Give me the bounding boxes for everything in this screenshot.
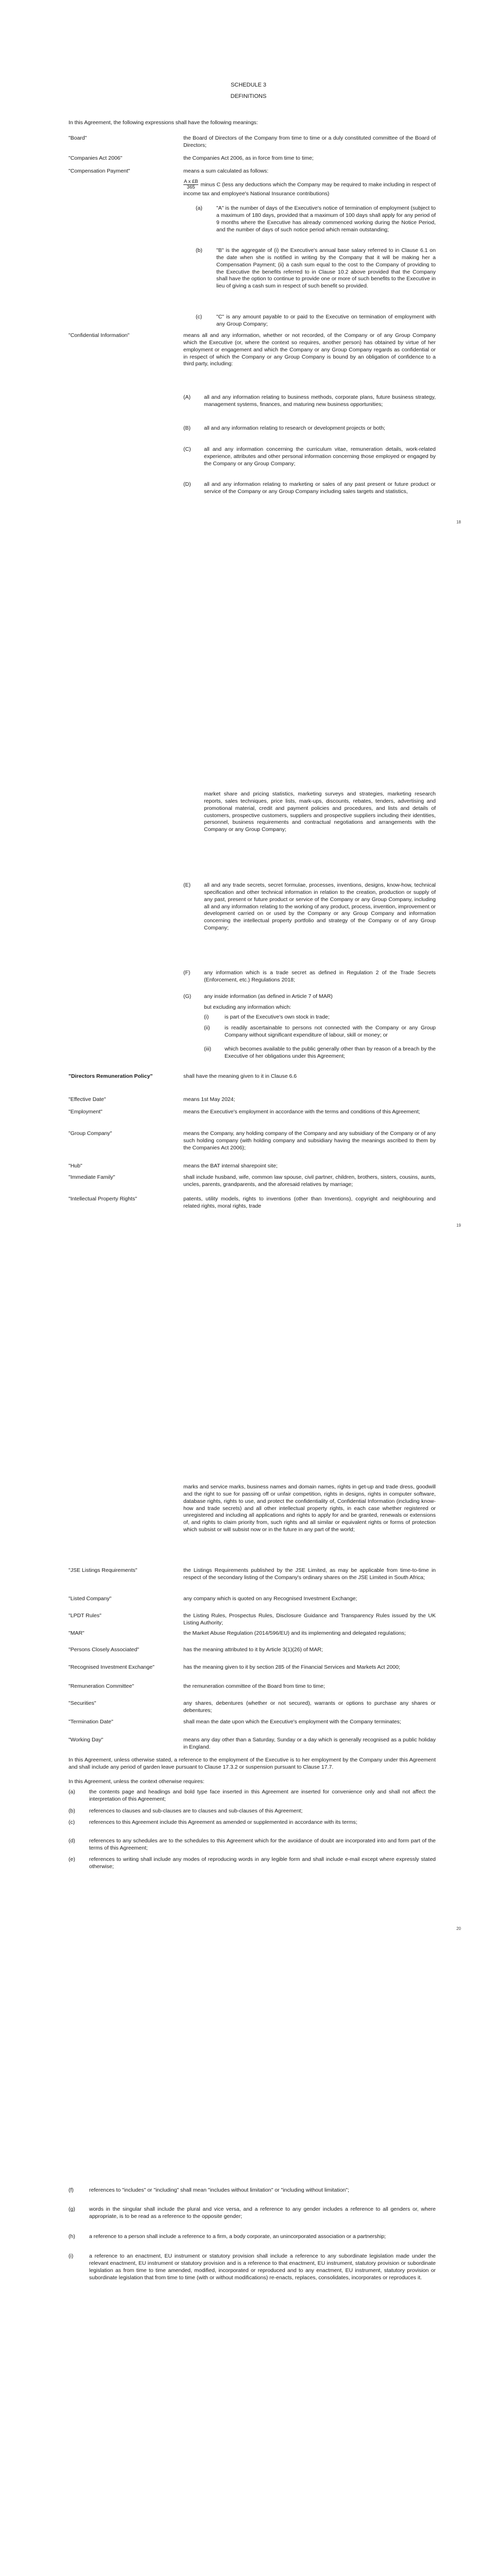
item-text: references to clauses and sub-clauses are to clauses and sub-clauses of this Agreement; [89, 1808, 303, 1814]
item-label: (b) [68, 1808, 75, 1814]
item-text: references to any schedules are to the schedules to this Agreement which for the avoidance of doubt are incorporated into and form part of the terms of this Agreement; [89, 1838, 436, 1851]
item-label: (A) [183, 394, 191, 400]
item-label: (b) [196, 247, 202, 253]
definition-row [68, 168, 450, 175]
list-item [196, 205, 436, 233]
item-label: (c) [196, 314, 202, 320]
roman-item [204, 1014, 436, 1021]
item-text: references to this Agreement include this Agreement as amended or supplemented in accordance with its terms; [89, 1819, 357, 1825]
item-text: references to writing shall include any modes of reproducing words in any legible form and shall include e-mail except where expressly stated otherwise; [89, 1856, 436, 1870]
page-number: 18 [456, 520, 461, 524]
definition-row [68, 1109, 450, 1116]
item-text: all and any information relating to marketing or sales of any past present or future product or service of the Company or any Group Company including sales targets and statistics, [204, 481, 436, 495]
continued-text: market share and pricing statistics, marketing surveys and strategies, marketing research reports, sales techniques, price lists, mark-ups, discounts, rebates, tenders, advertising and promotional material, credit and payment policies and procedures, and lists and details of customers, prospective customers, suppliers and prospective suppliers including their identities, personnel, business requirements and contractual negotiations and arrangements with the Company or any Group Company; [204, 791, 436, 833]
definition-term: "Confidential Information" [68, 332, 130, 338]
definition-term: "Persons Closely Associated" [68, 1647, 140, 1653]
item-text: all and any trade secrets, secret formulae, processes, inventions, designs, know-how, technical specification and other technical information in relation to the creation, production or supply of any past, present or future product or service of the Company or any Group Company, including all and any information relating to the working of any product, process, invention, improvement or development carried on or used by the Company or any Group Company and information concerning the intellectual property portfolio and strategy of the Company or of any Group Company; [204, 882, 436, 931]
page-number: 20 [456, 1926, 461, 1931]
definition-meaning: the Board of Directors of the Company from time to time or a duly constituted committee of the Board of Directors; [183, 135, 436, 148]
definition-meaning: means any day other than a Saturday, Sunday or a day which is generally recognised as a public holiday in England. [183, 1737, 436, 1750]
page-3 [0, 1406, 497, 2110]
item-text: the contents page and headings and bold type face inserted in this Agreement are inserted for convenience only and shall not affect the interpretation of this Agreement; [89, 1789, 436, 1802]
definition-row [68, 1647, 450, 1654]
list-item [183, 970, 436, 984]
definition-term: "Directors Remuneration Policy" [68, 1073, 153, 1079]
item-text: all and any information relating to business methods, corporate plans, future business strategy, management systems, finances, and maturing new business opportunities; [204, 394, 436, 408]
item-text: "C" is any amount payable to or paid to the Executive on termination of employment with any Group Company; [216, 314, 436, 327]
definition-term: "Effective Date" [68, 1096, 106, 1103]
item-label: (e) [68, 1856, 75, 1862]
definition-row [68, 1664, 450, 1671]
item-text: any information which is a trade secret as defined in Regulation 2 of the Trade Secrets (Enforcement, etc.) Regulations 2018; [204, 970, 436, 983]
list-item [68, 1808, 436, 1815]
definition-meaning: the Market Abuse Regulation (2014/596/EU) and its implementing and delegated regulations; [183, 1630, 406, 1636]
definition-meaning: the remuneration committee of the Board from time to time; [183, 1683, 325, 1689]
item-label: (i) [204, 1014, 209, 1020]
definition-term: "Board" [68, 135, 87, 141]
item-text: any inside information (as defined in Article 7 of MAR) [204, 993, 333, 999]
item-text: a reference to a person shall include a reference to a firm, a body corporate, an unincorporated association or a partnership; [89, 2233, 386, 2240]
item-label: (d) [68, 1838, 75, 1844]
definition-meaning: shall mean the date upon which the Executive's employment with the Company terminates; [183, 1719, 401, 1725]
list-item [183, 481, 436, 496]
list-item [183, 882, 436, 932]
schedule-title: SCHEDULE 3 [230, 82, 267, 88]
item-text: references to "includes" or "including" shall mean "includes without limitation" or "including without limitation"; [89, 2187, 349, 2193]
list-item [68, 1819, 436, 1826]
list-item [68, 2233, 436, 2241]
interpretation-intro: In this Agreement, unless the context otherwise requires: [68, 1778, 204, 1785]
item-label: (iii) [204, 1046, 211, 1052]
definition-meaning: any company which is quoted on any Recognised Investment Exchange; [183, 1596, 357, 1602]
definition-term: "Working Day" [68, 1737, 104, 1743]
definition-term: "Hub" [68, 1163, 82, 1169]
item-text: all and any information relating to research or development projects or both; [204, 425, 385, 431]
definition-row [68, 1196, 450, 1210]
list-item [183, 425, 436, 432]
definition-row [68, 1613, 450, 1627]
definition-meaning: means all and any information, whether or not recorded, of the Company or of any Group Company which the Executive (or, where the context so requires, another person) has obtained by virtue of her employment or engagement and which the Company or any Group Company regards as confidential or in respect of which the Company or any Group Company is bound by an obligation of confidence to a third party, including: [183, 332, 436, 367]
item-text: words in the singular shall include the plural and vice versa, and a reference to any gender includes a reference to all genders or, where appropriate, is to be read as a reference to the opposite gender; [89, 2206, 436, 2219]
item-label: (B) [183, 425, 191, 431]
definition-row [68, 1567, 450, 1582]
definition-term: "Intellectual Property Rights" [68, 1196, 137, 1202]
definition-row [68, 332, 450, 368]
item-label: (a) [196, 205, 202, 211]
definition-meaning: shall include husband, wife, common law spouse, civil partner, children, brothers, sisters, cousins, aunts, uncles, parents, grandparents, and the aforesaid relatives by marriage; [183, 1174, 436, 1188]
definitions-heading: DEFINITIONS [230, 93, 267, 99]
formula [183, 179, 436, 198]
formula-fraction [183, 179, 198, 191]
item-text: a reference to an enactment, EU instrument or statutory provision shall include a reference to any subordinate legislation made under the relevant enactment, EU instrument or statutory provision and is a reference to that enactment, EU instrument, statutory provision or subordinate legislation as from time to time amended, modified, incorporated or reproduced and to any enactment, EU instrument, statutory provision or subordinate legislation that from time to time (with or without modifications) re-enacts, replaces, consolidates, incorporates or reproduces it. [89, 2253, 436, 2281]
definition-term: "Recognised Investment Exchange" [68, 1664, 155, 1670]
definition-meaning: shall have the meaning given to it in Clause 6.6 [183, 1073, 297, 1079]
definition-meaning: means 1st May 2024; [183, 1096, 235, 1103]
formula-text: minus C (less any deductions which the Company may be required to make including in respect of income tax and employee's National Insurance contributions) [183, 181, 436, 197]
definition-meaning: the Companies Act 2006, as in force from time to time; [183, 155, 314, 161]
item-text: "A" is the number of days of the Executive's notice of termination of employment (subject to a maximum of 180 days, provided that a maximum of 100 days shall apply for any period of 9 months where the Executive has already commenced working during the Notice Period, and the number of days of such notice period which remain outstanding; [216, 205, 436, 233]
page-2 [0, 703, 497, 1406]
definition-meaning: has the meaning attributed to it by Article 3(1)(26) of MAR; [183, 1647, 323, 1653]
list-item [196, 314, 436, 328]
but-excluding-text: but excluding any information which: [204, 1004, 292, 1010]
item-label: (f) [68, 2187, 74, 2193]
formula-denominator: 365 [186, 184, 195, 191]
definition-row [68, 1174, 450, 1189]
intro-text: In this Agreement, the following expressions shall have the following meanings: [68, 120, 258, 126]
list-item [196, 247, 436, 290]
item-label: (E) [183, 882, 191, 888]
list-item [68, 2253, 436, 2281]
list-item [68, 2206, 436, 2221]
item-label: (g) [68, 2206, 75, 2212]
item-label: (ii) [204, 1025, 210, 1031]
item-text: is readily ascertainable to persons not connected with the Company or any Group Company without significant expenditure of labour, skill or money; or [225, 1025, 436, 1038]
item-label: (G) [183, 993, 192, 999]
item-label: (a) [68, 1789, 75, 1795]
list-item [68, 2187, 436, 2194]
definition-row [68, 1683, 450, 1690]
definition-row [68, 1719, 450, 1726]
definition-term: "JSE Listings Requirements" [68, 1567, 138, 1573]
item-text: which becomes available to the public generally other than by reason of a breach by the Executive of her obligations under this Agreement; [225, 1046, 436, 1059]
definition-meaning: the Listing Rules, Prospectus Rules, Disclosure Guidance and Transparency Rules issued by the UK Listing Authority; [183, 1613, 436, 1626]
definition-row [68, 1630, 450, 1637]
item-text: "B" is the aggregate of (i) the Executive's annual base salary referred to in Clause 6.1 on the date when she is notified in writing by the Company that it will be making her a Compensation Payment; (ii) a cash sum equal to the cost to the Company of providing to the Executive the benefits referred to in Clause 10.2 above provided that the Company shall have the option to continue to provide one or more of such benefits to the Executive in lieu of giving a cash sum in respect of such benefit so provided. [216, 247, 436, 290]
definition-meaning: has the meaning given to it by section 285 of the Financial Services and Markets Act 2000; [183, 1664, 400, 1670]
definition-row [68, 1700, 450, 1715]
item-label: (i) [68, 2253, 74, 2259]
definition-row [68, 1737, 450, 1751]
definition-row [68, 135, 450, 149]
list-item [68, 1856, 436, 1871]
definition-row [68, 1096, 450, 1104]
list-item [68, 1789, 436, 1803]
item-text: is part of the Executive's own stock in trade; [225, 1014, 330, 1020]
page-4 [0, 2110, 497, 2576]
definition-term: "Listed Company" [68, 1596, 112, 1602]
formula-numerator: A x £B [184, 179, 198, 184]
definition-term: "Compensation Payment" [68, 168, 130, 174]
definition-term: "Employment" [68, 1109, 102, 1115]
definition-row [68, 1073, 450, 1080]
list-item [183, 446, 436, 468]
definition-row [68, 155, 450, 162]
definition-meaning: means the Executive's employment in accordance with the terms and conditions of this Agreement; [183, 1109, 420, 1115]
page-number: 19 [456, 1223, 461, 1228]
item-text: all and any information concerning the curriculum vitae, remuneration details, work-related experience, attributes and other personal information concerning those employed or engaged by the Company or any Group Company; [204, 446, 436, 467]
definition-term: "Termination Date" [68, 1719, 113, 1725]
definition-row [68, 1163, 450, 1170]
definition-meaning: means the Company, any holding company of the Company and any subsidiary of the Company or of any such holding company (with holding company and subsidiary having the meanings ascribed to them by the Companies Act 2006); [183, 1130, 436, 1151]
definition-row [68, 1596, 450, 1603]
item-label: (C) [183, 446, 191, 452]
roman-item [204, 1046, 436, 1060]
definition-row [68, 1130, 450, 1152]
definition-meaning: any shares, debentures (whether or not secured), warrants or options to purchase any shares or debentures; [183, 1700, 436, 1714]
definition-term: "Immediate Family" [68, 1174, 115, 1180]
list-item [183, 993, 436, 1001]
definition-term: "Group Company" [68, 1130, 112, 1137]
list-item [183, 394, 436, 409]
item-label: (F) [183, 970, 191, 976]
definition-meaning: the Listings Requirements published by the JSE Limited, as may be applicable from time-to-time in respect of the secondary listing of the Company's ordinary shares on the JSE Limited in South Africa; [183, 1567, 436, 1581]
definition-term: "Remuneration Committee" [68, 1683, 134, 1689]
list-item [68, 1838, 436, 1852]
roman-item [204, 1025, 436, 1039]
definition-term: "LPDT Rules" [68, 1613, 101, 1619]
item-label: (c) [68, 1819, 75, 1825]
definition-term: "MAR" [68, 1630, 84, 1636]
definition-term: "Companies Act 2006" [68, 155, 123, 161]
definition-term: "Securities" [68, 1700, 96, 1706]
item-label: (D) [183, 481, 191, 487]
continued-text: marks and service marks, business names and domain names, rights in get-up and trade dress, goodwill and the right to sue for passing off or unfair competition, rights in designs, rights in computer software, database rights, rights to use, and protect the confidentiality of, Confidential Information (including know-how and trade secrets) and all other intellectual property rights, in each case whether registered or unregistered and including all applications and rights to apply for and be granted, renewals or extensions of, and rights to claim priority from, such rights and all similar or equivalent rights or forms of protection which subsist or will subsist now or in the future in any part of the world; [183, 1484, 436, 1533]
definition-meaning: means a sum calculated as follows: [183, 168, 269, 174]
definition-meaning: patents, utility models, rights to inventions (other than Inventions), copyright and neighbouring and related rights, moral rights, trade [183, 1196, 436, 1209]
definition-meaning: means the BAT internal sharepoint site; [183, 1163, 278, 1169]
item-label: (h) [68, 2233, 75, 2240]
page-1 [0, 0, 497, 703]
interpretation-para: In this Agreement, unless otherwise stated, a reference to the employment of the Executive is to her employment by the Company under this Agreement and shall include any period of garden leave pursuant to Clause 17.3.2 or suspension pursuant to Clause 17.7. [68, 1757, 436, 1770]
